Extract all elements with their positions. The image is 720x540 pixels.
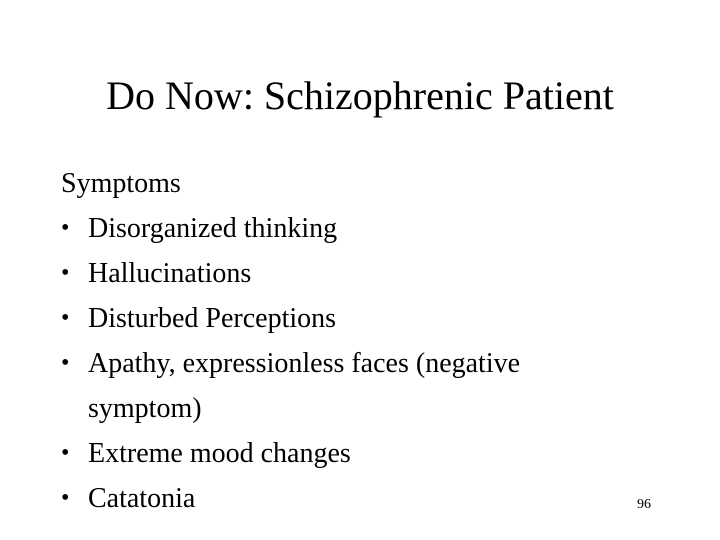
list-item <box>61 341 588 431</box>
list-item-text: Disturbed Perceptions <box>88 303 337 334</box>
list-item <box>61 476 621 521</box>
slide-body <box>61 161 621 521</box>
list-item-text: Hallucinations <box>88 258 252 289</box>
list-item-text: Extreme mood changes <box>88 438 351 469</box>
bullet-icon: • <box>61 350 70 376</box>
list-item-text: Disorganized thinking <box>88 213 338 244</box>
list-item <box>61 206 621 251</box>
page-number: 96 <box>637 497 651 512</box>
bullet-icon: • <box>61 440 70 466</box>
bullet-icon: • <box>61 485 70 511</box>
bullet-icon: • <box>61 305 70 331</box>
bullet-icon: • <box>61 260 70 286</box>
list-item <box>61 296 621 341</box>
list-item-text: Catatonia <box>88 483 196 514</box>
list-item-text: Apathy, expressionless faces (negative symptom) <box>88 348 521 424</box>
slide-title: Do Now: Schizophrenic Patient <box>106 73 614 118</box>
list-item <box>61 431 621 476</box>
section-heading: Symptoms <box>61 168 181 199</box>
bullet-icon: • <box>61 215 70 241</box>
list-item <box>61 251 621 296</box>
symptom-list <box>61 206 621 521</box>
